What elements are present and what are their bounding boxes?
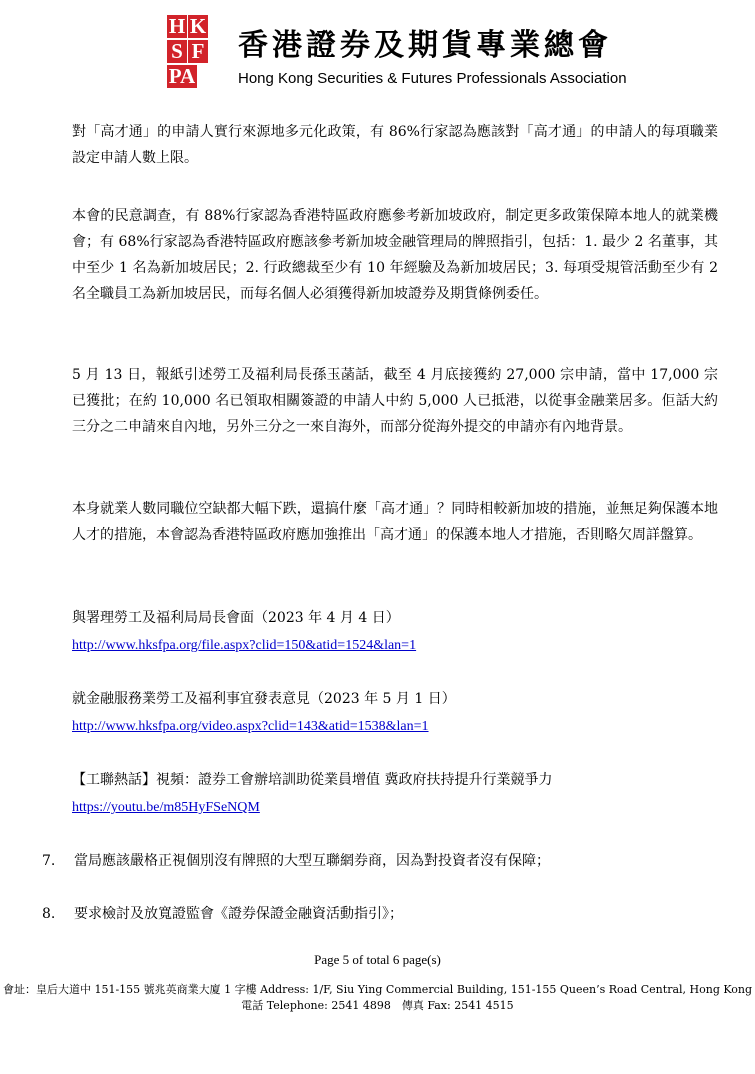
paragraph: 5 月 13 日，報紙引述勞工及福利局長孫玉菡話，截至 4 月底接獲約 27,000 宗申請，當中 17,000 宗已獲批；在約 10,000 名已領取相關簽證的申請人中約 5,000 人已抵港，以從事金融業居多。佢話大約三分之二申請來自內地，另外三分之一來自海外，而部分從海外提交的申請亦有內地背景。 xyxy=(72,367,718,435)
paragraph: 對「高才通」的申請人實行來源地多元化政策，有 86%行家認為應該對「高才通」的申請人的每項職業設定申請人數上限。 xyxy=(72,124,718,166)
association-name-zh: 香港證券及期貨專業總會 xyxy=(238,28,612,63)
list-text: 當局應該嚴格正視個別沒有牌照的大型互聯網券商，因為對投資者沒有保障； xyxy=(74,853,550,869)
paragraph: 本會的民意調查，有 88%行家認為香港特區政府應參考新加坡政府，制定更多政策保障本地人的就業機會；有 68%行家認為香港特區政府應該參考新加坡金融管理局的牌照指引，包括：1. 最少 2 名董事，其中至少 1 名為新加坡居民；2. 行政總裁至少有 10 年經驗及為新加坡居民；3. 每項受規管活動至少有 2 名全職員工為新加坡居民，而每名個人必須獲得新加坡證券及期貨條例委任。 xyxy=(72,208,718,302)
footer-address: 會址：皇后大道中 151-155 號兆英商業大廈 1 字樓 Address: 1/F, Siu Ying Commercial Building, 151-155 Queen’s Road Central, Hong Kong xyxy=(2,983,753,996)
logo-letter: F xyxy=(188,40,208,63)
logo-letter: K xyxy=(189,14,207,38)
footer-address-block xyxy=(0,982,755,1014)
list-item xyxy=(42,849,550,873)
list-item xyxy=(42,902,403,926)
list-number: 7. xyxy=(42,853,56,869)
paragraph: 本身就業人數同職位空缺都大幅下跌，還搞什麼「高才通」？同時相較新加坡的措施，並無足夠保護本地人才的措施，本會認為香港特區政府應加強推出「高才通」的保護本地人才措施，否則略欠周詳盤算。 xyxy=(72,501,718,543)
list-text: 要求檢討及放寬證監會《證券保證金融資活動指引》； xyxy=(74,906,403,922)
reference-title: 與署理勞工及福利局局長會面（2023 年 4 月 4 日） xyxy=(72,610,400,626)
logo-letter: PA xyxy=(168,64,196,88)
reference-link[interactable]: https://youtu.be/m85HyFSeNQM xyxy=(72,800,260,815)
list-number: 8. xyxy=(42,906,56,922)
reference-title: 【工聯熱話】視頻：證券工會辦培訓助從業員增值 冀政府扶持提升行業競爭力 xyxy=(72,772,553,788)
logo-letter: S xyxy=(167,40,187,63)
hksfpa-logo xyxy=(166,14,230,89)
reference-title: 就金融服務業勞工及福利事宜發表意見（2023 年 5 月 1 日） xyxy=(72,691,456,707)
logo-letter: H xyxy=(168,14,186,38)
reference-link[interactable]: http://www.hksfpa.org/file.aspx?clid=150&atid=1524&lan=1 xyxy=(72,638,417,653)
association-name-en: Hong Kong Securities & Futures Professionals Association xyxy=(238,70,627,87)
footer-contact: 電話 Telephone: 2541 4898 傳真 Fax: 2541 4515 xyxy=(241,999,514,1012)
page-number: Page 5 of total 6 page(s) xyxy=(314,952,441,967)
reference-link[interactable]: http://www.hksfpa.org/video.aspx?clid=143&atid=1538&lan=1 xyxy=(72,719,429,734)
